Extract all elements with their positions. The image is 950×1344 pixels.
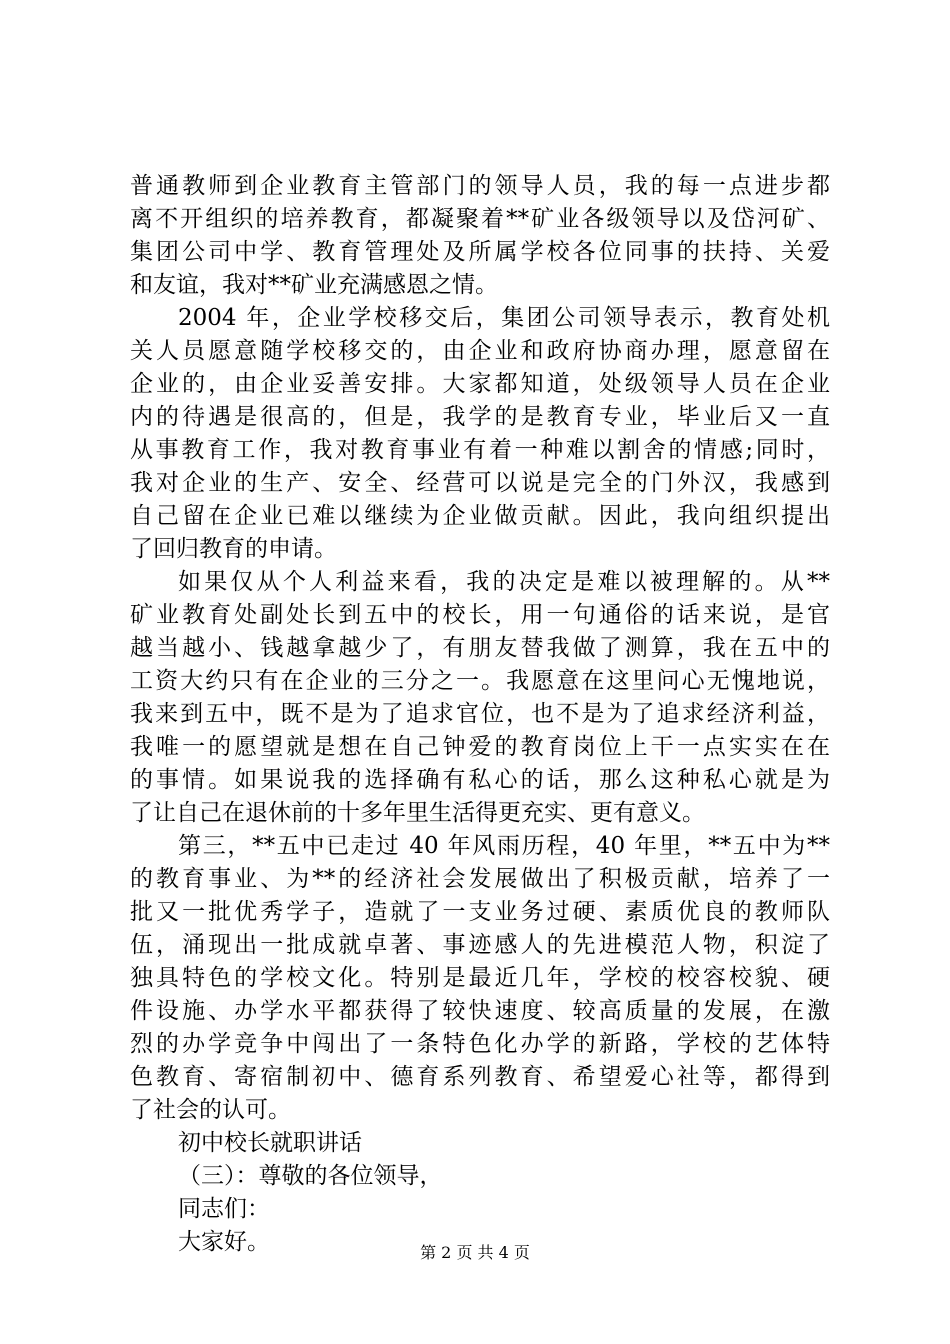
text-line: 我来到五中，既不是为了追求官位，也不是为了追求经济利益， [130,701,830,727]
text-line: 件设施、办学水平都获得了较快速度、较高质量的发展，在激 [130,998,830,1024]
text-line: 烈的办学竞争中闯出了一条特色化办学的新路，学校的艺体特 [130,1031,830,1057]
text-line: 的教育事业、为**的经济社会发展做出了积极贡献，培养了一 [130,866,830,892]
text-line: 矿业教育处副处长到五中的校长，用一句通俗的话来说，是官 [130,602,830,628]
text-line: 独具特色的学校文化。特别是最近几年，学校的校容校貌、硬 [130,965,830,991]
greeting-line: 大家好。 [178,1229,270,1255]
text-line: 了回归教育的申请。 [130,536,337,562]
paragraph-start-line: 如果仅从个人利益来看，我的决定是难以被理解的。从** [178,569,830,595]
salutation-line: 同志们： [178,1196,270,1222]
salutation-line: （三）：尊敬的各位领导， [178,1163,443,1189]
text-line: 伍，涌现出一批成就卓著、事迹感人的先进模范人物，积淀了 [130,932,830,958]
text-line: 了让自己在退休前的十多年里生活得更充实、更有意义。 [130,800,705,826]
document-body [130,170,830,1259]
text-line: 离不开组织的培养教育，都凝聚着**矿业各级领导以及岱河矿、 [130,206,830,232]
text-line: 从事教育工作，我对教育事业有着一种难以割舍的情感;同时， [130,437,830,463]
text-line: 企业的，由企业妥善安排。大家都知道，处级领导人员在企业 [130,371,830,397]
text-line: 自己留在企业已难以继续为企业做贡献。因此，我向组织提出 [130,503,830,529]
text-line: 的事情。如果说我的选择确有私心的话，那么这种私心就是为 [130,767,830,793]
paragraph-start-line: 2004 年，企业学校移交后，集团公司领导表示，教育处机 [178,305,830,331]
text-line: 批又一批优秀学子，造就了一支业务过硬、素质优良的教师队 [130,899,830,925]
text-line: 和友谊，我对**矿业充满感恩之情。 [130,272,498,298]
text-line: 内的待遇是很高的，但是，我学的是教育专业，毕业后又一直 [130,404,830,430]
text-line: 我对企业的生产、安全、经营可以说是完全的门外汉，我感到 [130,470,830,496]
section-heading: 初中校长就职讲话 [178,1130,362,1156]
page-number-footer: 第 2 页 共 4 页 [420,1243,530,1262]
text-line: 越当越小、钱越拿越少了，有朋友替我做了测算，我在五中的 [130,635,830,661]
text-line: 我唯一的愿望就是想在自己钟爱的教育岗位上干一点实实在在 [130,734,830,760]
text-line: 色教育、寄宿制初中、德育系列教育、希望爱心社等，都得到 [130,1064,830,1090]
text-line: 了社会的认可。 [130,1097,291,1123]
text-line: 工资大约只有在企业的三分之一。我愿意在这里问心无愧地说， [130,668,830,694]
text-line: 普通教师到企业教育主管部门的领导人员，我的每一点进步都 [130,173,830,199]
text-line: 集团公司中学、教育管理处及所属学校各位同事的扶持、关爱 [130,239,830,265]
text-line: 关人员愿意随学校移交的，由企业和政府协商办理，愿意留在 [130,338,830,364]
paragraph-start-line: 第三，**五中已走过 40 年风雨历程，40 年里，**五中为** [178,833,830,859]
